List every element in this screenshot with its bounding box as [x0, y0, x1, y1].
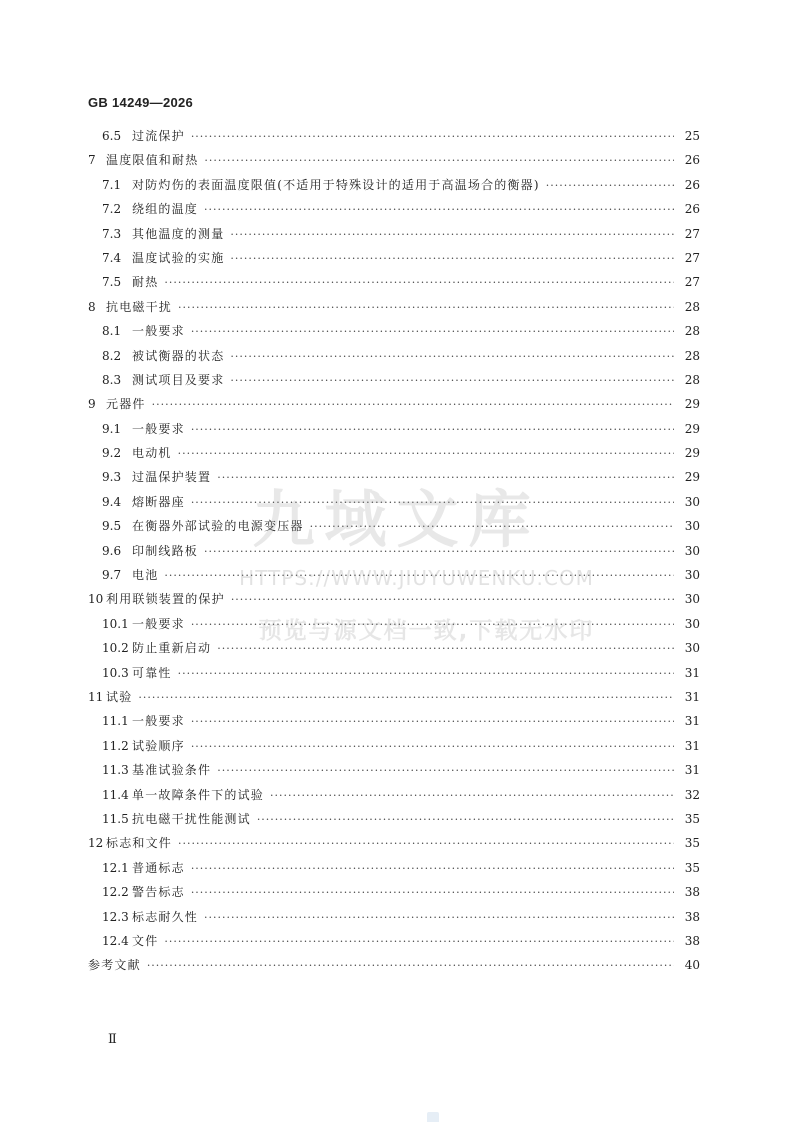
toc-entry: [88, 590, 700, 614]
toc-entry-number: 10: [88, 592, 104, 607]
toc-entry: [88, 639, 700, 663]
toc-entry: [88, 395, 700, 419]
toc-entry-page: 27: [684, 226, 700, 241]
toc-entry-number: 12.3: [102, 909, 129, 924]
toc-leader-dots: [147, 959, 674, 972]
toc-entry-title: 抗电磁干扰: [106, 299, 173, 314]
toc-leader-dots: [178, 837, 674, 850]
toc-entry-title: 在衡器外部试验的电源变压器: [132, 519, 304, 534]
toc-leader-dots: [164, 935, 674, 948]
toc-entry-number: 8.3: [102, 372, 122, 387]
toc-entry: [88, 151, 700, 175]
toc-entry-number: 12.4: [102, 933, 129, 948]
toc-entry: [88, 786, 700, 810]
page-number: Ⅱ: [108, 1032, 117, 1047]
toc-entry-number: 11.4: [102, 787, 129, 802]
toc-entry-title: 警告标志: [132, 885, 185, 900]
toc-entry-page: 30: [684, 494, 700, 509]
toc-entry-page: 30: [684, 568, 700, 583]
toc-entry-title: 标志耐久性: [132, 909, 199, 924]
toc-leader-dots: [138, 691, 674, 704]
toc-entry-page: 30: [684, 543, 700, 558]
toc-entry: [88, 737, 700, 761]
toc-leader-dots: [217, 764, 674, 777]
toc-entry-page: 35: [684, 811, 700, 826]
toc-entry-page: 30: [684, 616, 700, 631]
toc-entry-number: 11.5: [102, 811, 129, 826]
toc-entry-title: 基准试验条件: [132, 763, 212, 778]
watermark-url: HTTPS://WWW.JIUYUWENKU.COM: [239, 566, 594, 590]
toc-entry: [88, 859, 700, 883]
toc-entry: [88, 932, 700, 956]
toc-entry-number: 6.5: [102, 129, 122, 143]
toc-entry-number: 7.3: [102, 226, 122, 241]
toc-leader-dots: [217, 471, 674, 484]
toc-entry-number: 8.2: [102, 348, 122, 363]
toc-entry-title: 一般要求: [132, 616, 185, 631]
toc-leader-dots: [191, 862, 674, 875]
toc-entry-title: 一般要求: [132, 714, 185, 729]
toc-entry-page: 35: [684, 860, 700, 875]
toc-leader-dots: [152, 398, 674, 411]
toc-entry-number: 9.1: [102, 421, 122, 436]
toc-leader-dots: [257, 813, 674, 826]
toc-entry: [88, 883, 700, 907]
toc-entry: [88, 371, 700, 395]
toc-entry-number: 9.7: [102, 568, 122, 583]
toc-entry: [88, 127, 700, 151]
toc-entry-title: 可靠性: [132, 665, 172, 680]
toc-entry-title: 耐热: [132, 275, 159, 290]
toc-entry-number: 9.2: [102, 446, 122, 461]
toc-entry-title: 其他温度的测量: [132, 226, 225, 241]
toc-entry-title: 试验: [106, 689, 133, 704]
toc-entry: [88, 542, 700, 566]
toc-entry: [88, 273, 700, 297]
toc-entry: [88, 834, 700, 858]
toc-entry-title: 一般要求: [132, 421, 185, 436]
toc-entry-page: 27: [684, 250, 700, 265]
toc-entry: [88, 712, 700, 736]
toc-entry: [88, 444, 700, 468]
toc-entry-title: 抗电磁干扰性能测试: [132, 811, 251, 826]
toc-entry: [88, 468, 700, 492]
toc-leader-dots: [310, 520, 674, 533]
toc-entry-number: 9.6: [102, 543, 122, 558]
toc-leader-dots: [204, 545, 674, 558]
toc-leader-dots: [546, 179, 674, 192]
toc-entry-page: 29: [684, 470, 700, 485]
toc-entry-number: 10.1: [102, 616, 129, 631]
table-of-contents: [88, 127, 700, 981]
toc-entry-title: 被试衡器的状态: [132, 348, 225, 363]
toc-entry: [88, 298, 700, 322]
toc-entry-number: 7.1: [102, 177, 122, 192]
toc-entry-page: 26: [684, 153, 700, 168]
toc-entry-number: 7.4: [102, 250, 122, 265]
toc-leader-dots: [230, 374, 674, 387]
corner-decoration: [427, 1112, 439, 1122]
toc-entry-number: 9.5: [102, 519, 122, 534]
toc-leader-dots: [164, 276, 674, 289]
toc-leader-dots: [191, 715, 674, 728]
toc-entry: [88, 420, 700, 444]
toc-entry: [88, 688, 700, 712]
toc-entry: [88, 664, 700, 688]
toc-entry-title: 标志和文件: [106, 836, 173, 851]
toc-leader-dots: [164, 569, 674, 582]
toc-entry: [88, 566, 700, 590]
toc-entry-title: 文件: [132, 933, 159, 948]
toc-leader-dots: [231, 593, 674, 606]
toc-entry-number: 10.2: [102, 641, 129, 656]
toc-entry: [88, 176, 700, 200]
toc-entry-number: 11.3: [102, 763, 129, 778]
toc-entry-page: 27: [684, 275, 700, 290]
toc-entry-page: 30: [684, 519, 700, 534]
toc-leader-dots: [191, 325, 674, 338]
toc-entry-page: 38: [684, 885, 700, 900]
toc-entry-page: 32: [684, 787, 700, 802]
toc-entry: [88, 956, 700, 980]
toc-leader-dots: [191, 496, 674, 509]
toc-entry-number: 10.3: [102, 665, 129, 680]
toc-entry-page: 30: [684, 641, 700, 656]
toc-entry-number: 7: [88, 153, 96, 168]
toc-entry-page: 31: [684, 738, 700, 753]
toc-entry-page: 25: [684, 129, 700, 143]
toc-entry-page: 26: [684, 177, 700, 192]
toc-entry-title: 利用联锁装置的保护: [106, 592, 225, 607]
toc-entry-number: 8: [88, 299, 96, 314]
toc-entry: [88, 249, 700, 273]
toc-entry-title: 参考文献: [88, 958, 141, 973]
toc-entry-number: 9.4: [102, 494, 122, 509]
toc-entry-page: 40: [684, 958, 700, 973]
toc-entry-number: 9: [88, 397, 96, 412]
toc-entry-page: 31: [684, 714, 700, 729]
toc-entry: [88, 810, 700, 834]
toc-leader-dots: [204, 203, 674, 216]
toc-entry-page: 38: [684, 933, 700, 948]
toc-entry-title: 过温保护装置: [132, 470, 212, 485]
toc-entry-title: 测试项目及要求: [132, 372, 225, 387]
toc-entry-page: 28: [684, 324, 700, 339]
toc-entry-page: 31: [684, 763, 700, 778]
toc-entry-page: 29: [684, 421, 700, 436]
toc-entry-title: 绕组的温度: [132, 202, 199, 217]
toc-entry-title: 过流保护: [132, 129, 185, 143]
toc-entry-title: 熔断器座: [132, 494, 185, 509]
toc-entry-page: 28: [684, 372, 700, 387]
toc-leader-dots: [204, 154, 674, 167]
toc-entry-page: 30: [684, 592, 700, 607]
toc-entry: [88, 493, 700, 517]
toc-entry-title: 普通标志: [132, 860, 185, 875]
toc-leader-dots: [178, 667, 674, 680]
toc-entry-number: 7.2: [102, 202, 122, 217]
toc-entry-page: 35: [684, 836, 700, 851]
toc-leader-dots: [217, 642, 674, 655]
toc-entry: [88, 225, 700, 249]
toc-leader-dots: [191, 423, 674, 436]
toc-leader-dots: [204, 911, 674, 924]
toc-entry-title: 电池: [132, 568, 159, 583]
toc-entry-number: 11.2: [102, 738, 129, 753]
toc-entry-page: 31: [684, 665, 700, 680]
toc-entry-title: 试验顺序: [132, 738, 185, 753]
toc-leader-dots: [178, 447, 674, 460]
watermark-title: 九域文库: [252, 483, 541, 556]
standard-code-header: GB 14249—2026: [88, 95, 194, 110]
toc-leader-dots: [230, 228, 674, 241]
toc-leader-dots: [230, 350, 674, 363]
toc-leader-dots: [191, 130, 674, 143]
toc-entry-title: 电动机: [132, 446, 172, 461]
toc-leader-dots: [191, 740, 674, 753]
toc-entry: [88, 761, 700, 785]
toc-entry-number: 11: [88, 689, 104, 704]
watermark-slogan: 预览与源文档一致,下载无水印: [258, 618, 595, 644]
toc-leader-dots: [230, 252, 674, 265]
toc-entry-page: 29: [684, 446, 700, 461]
toc-entry-page: 28: [684, 299, 700, 314]
toc-entry-number: 8.1: [102, 324, 122, 339]
toc-entry-title: 元器件: [106, 397, 146, 412]
toc-entry-title: 温度试验的实施: [132, 250, 225, 265]
toc-entry-page: 26: [684, 202, 700, 217]
toc-entry: [88, 322, 700, 346]
toc-entry: [88, 908, 700, 932]
toc-entry: [88, 615, 700, 639]
toc-entry-title: 防止重新启动: [132, 641, 212, 656]
toc-entry-title: 温度限值和耐热: [106, 153, 199, 168]
toc-entry-number: 12.1: [102, 860, 129, 875]
toc-entry-page: 31: [684, 689, 700, 704]
toc-leader-dots: [191, 618, 674, 631]
toc-entry-title: 对防灼伤的表面温度限值(不适用于特殊设计的适用于高温场合的衡器): [132, 177, 540, 192]
toc-entry-page: 29: [684, 397, 700, 412]
toc-leader-dots: [178, 301, 674, 314]
toc-entry-title: 单一故障条件下的试验: [132, 787, 265, 802]
toc-leader-dots: [270, 789, 674, 802]
toc-entry-number: 12.2: [102, 885, 129, 900]
toc-entry: [88, 200, 700, 224]
toc-leader-dots: [191, 886, 674, 899]
toc-entry-title: 一般要求: [132, 324, 185, 339]
toc-entry-page: 28: [684, 348, 700, 363]
toc-entry-title: 印制线路板: [132, 543, 199, 558]
toc-entry-number: 11.1: [102, 714, 129, 729]
toc-entry-page: 38: [684, 909, 700, 924]
toc-entry-number: 12: [88, 836, 104, 851]
toc-entry: [88, 347, 700, 371]
toc-entry-number: 7.5: [102, 275, 122, 290]
toc-entry-number: 9.3: [102, 470, 122, 485]
toc-entry: [88, 517, 700, 541]
